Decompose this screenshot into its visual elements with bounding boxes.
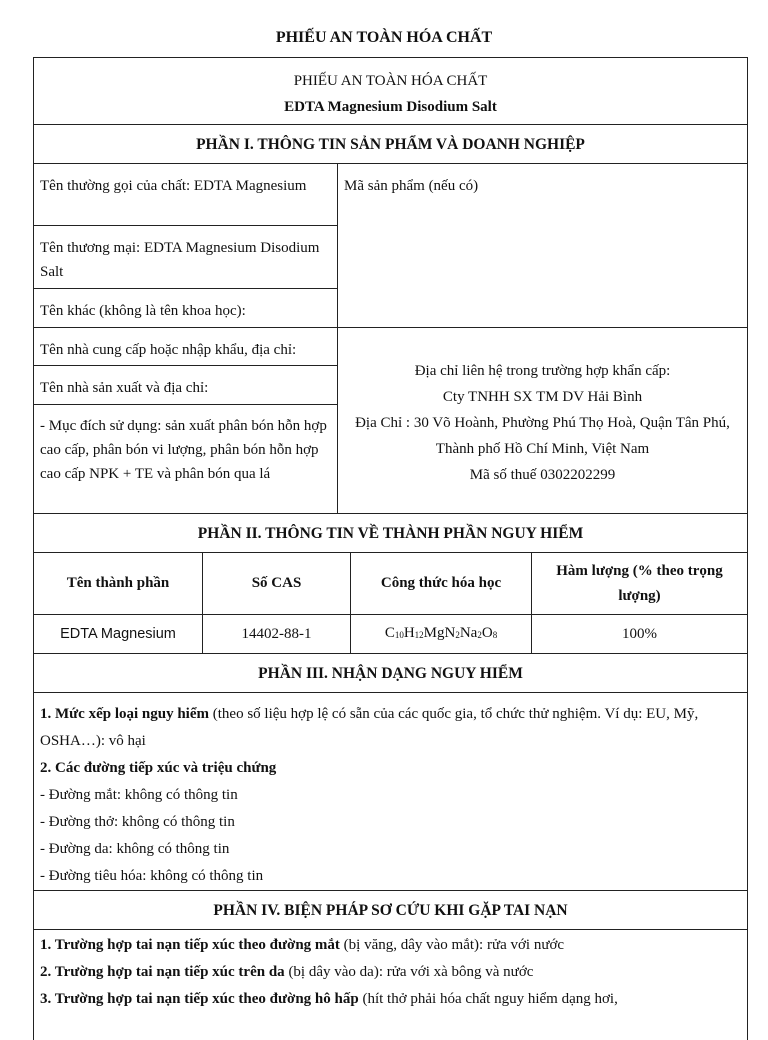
column-header: Công thức hóa học <box>351 553 532 614</box>
component-name: EDTA Magnesium <box>34 615 203 653</box>
composition-row <box>34 615 747 654</box>
part1-lower <box>34 328 747 514</box>
sheet-header <box>34 58 747 125</box>
route-skin: - Đường da: không có thông tin <box>40 841 230 857</box>
route-eye: - Đường mắt: không có thông tin <box>40 787 238 803</box>
exposure-routes-heading: 2. Các đường tiếp xúc và triệu chứng <box>40 760 277 776</box>
part4-heading: PHẦN IV. BIỆN PHÁP SƠ CỨU KHI GẶP TAI NẠN <box>34 891 747 930</box>
company-address: Địa Chỉ : 30 Võ Hoành, Phường Phú Thọ Hoà, Quận Tân Phú, Thành phố Hồ Chí Minh, Việt Nam <box>355 415 730 457</box>
composition-header-row <box>34 553 747 615</box>
product-code-cell: Mã sản phẩm (nếu có) <box>344 178 479 194</box>
route-digest: - Đường tiêu hóa: không có thông tin <box>40 868 264 884</box>
manufacturer-cell: Tên nhà sản xuất và địa chỉ: <box>34 366 337 405</box>
first-aid-breath: 3. Trường hợp tai nạn tiếp xúc theo đường hô hấp (hít thở phải hóa chất nguy hiểm dạng hơi, <box>40 991 618 1007</box>
part1-upper <box>34 164 747 328</box>
chemical-formula: $C_{10}H_{12}MgN_2Na_2O_8$ <box>351 615 532 653</box>
purpose-cell: - Mục đích sử dụng: sản xuất phân bón hỗn hợp cao cấp, phân bón vi lượng, phân bón hỗn hợp cao cấp NPK + TE và phân bón qua lá <box>40 418 327 482</box>
sheet-header-title: PHIẾU AN TOÀN HÓA CHẤT <box>293 73 488 89</box>
part2-heading: PHẦN II. THÔNG TIN VỀ THÀNH PHẦN NGUY HIỂM <box>34 514 747 553</box>
route-breath: - Đường thở: không có thông tin <box>40 814 235 830</box>
document-title: PHIẾU AN TOÀN HÓA CHẤT <box>275 29 493 46</box>
product-name: EDTA Magnesium Disodium Salt <box>284 99 497 115</box>
first-aid-skin: 2. Trường hợp tai nạn tiếp xúc trên da (bị dây vào da): rửa với xà bông và nước <box>40 964 534 980</box>
content-percent: 100% <box>622 625 657 642</box>
column-header: Tên thành phần <box>34 553 203 614</box>
other-name-cell: Tên khác (không là tên khoa học): <box>40 303 246 319</box>
first-aid-eye: 1. Trường hợp tai nạn tiếp xúc theo đường mắt (bị văng, dây vào mắt): rửa với nước <box>40 937 565 953</box>
trade-name-cell: Tên thương mại: EDTA Magnesium Disodium Salt <box>34 226 337 289</box>
hazard-classification: 1. Mức xếp loại nguy hiểm (theo số liệu hợp lệ có sẵn của các quốc gia, tổ chức thử nghiệm. Ví dụ: EU, Mỹ, OSHA…): vô hại <box>40 706 699 749</box>
emergency-label: Địa chỉ liên hệ trong trường hợp khẩn cấp: <box>414 363 671 379</box>
part3-heading: PHẦN III. NHẬN DẠNG NGUY HIỂM <box>34 654 747 693</box>
company-name: Cty TNHH SX TM DV Hải Bình <box>442 389 643 405</box>
column-header: Hàm lượng (% theo trọng lượng) <box>556 562 723 604</box>
part1-heading: PHẦN I. THÔNG TIN SẢN PHẨM VÀ DOANH NGHIỆP <box>34 125 747 164</box>
cas-number: 14402-88-1 <box>203 615 351 653</box>
column-header: Số CAS <box>203 553 351 614</box>
safety-data-sheet-table <box>33 57 748 1040</box>
emergency-contact-cell <box>338 328 747 513</box>
hazard-identification <box>34 693 747 891</box>
tax-code: Mã số thuế 0302202299 <box>469 467 616 483</box>
supplier-cell: Tên nhà cung cấp hoặc nhập khẩu, địa chỉ: <box>34 328 337 366</box>
common-name-cell: Tên thường gọi của chất: EDTA Magnesium <box>34 164 337 226</box>
